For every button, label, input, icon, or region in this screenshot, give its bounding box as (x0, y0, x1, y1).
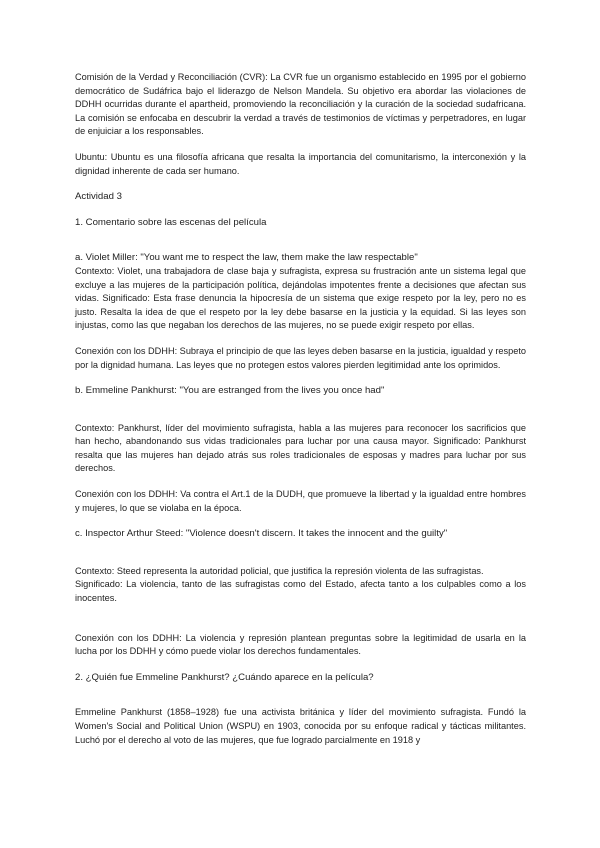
ubuntu-paragraph: Ubuntu: Ubuntu es una filosofía africana que resalta la importancia del comunitarismo, la interconexión y la dignidad inherente de cada ser humano. (75, 151, 526, 176)
quote-c-meaning-line: Significado: La violencia, tanto de las sufragistas como del Estado, afecta tanto a los culpables como a los inocentes. (75, 579, 526, 604)
quote-b-context: Contexto: Pankhurst, líder del movimiento sufragista, habla a las mujeres para reconocer los sacrificios que han hecho, abandonando sus vidas tradicionales para luchar por una causa mayor. Significado: Pankhurst resalta que las mujeres han dejado atrás sus roles tradicionales de esposas y madres para luchar por sus derechos. (75, 422, 526, 474)
quote-a-context: Contexto: Violet, una trabajadora de clase baja y sufragista, expresa su frustración ante un sistema legal que excluye a las mujeres de la participación política, dejándolas impotentes frente a decisiones que afectan sus vidas. Significado: Esta frase denuncia la hipocresía de un sistema que exige respeto por la ley, pero no es justo. Resalta la idea de que el respeto por la ley debe basarse en la justicia y la equidad. Si las leyes son injustas, como las que negaban los derechos de las mujeres, no se puede exigir respeto por ellas. (75, 265, 526, 331)
quote-a: a. Violet Miller: "You want me to respect the law, them make the law respectable" (75, 252, 418, 264)
quote-c-ddhh: Conexión con los DDHH: La violencia y represión plantean preguntas sobre la legitimidad de usarla en la lucha por los DDHH y cómo puede violar los derechos fundamentales. (75, 632, 526, 657)
quote-c-context (75, 565, 526, 606)
quote-b: b. Emmeline Pankhurst: "You are estranged from the lives you once had" (75, 385, 385, 397)
quote-a-ddhh: Conexión con los DDHH: Subraya el principio de que las leyes deben basarse en la justicia, igualdad y respeto por la dignidad humana. Las leyes que no protegen estos valores pierden legitimidad ante los oprimidos. (75, 345, 526, 370)
question-2-answer: Emmeline Pankhurst (1858–1928) fue una activista británica y líder del movimiento sufragista. Fundó la Women's Social and Political Union (WSPU) en 1903, conocida por su enfoque radical y tácticas militantes. Luchó por el derecho al voto de las mujeres, que fue logrado parcialmente en 1918 y (75, 707, 526, 745)
question-1-title: 1. Comentario sobre las escenas del película (75, 216, 267, 228)
quote-b-ddhh: Conexión con los DDHH: Va contra el Art.1 de la DUDH, que promueve la libertad y la igualdad entre hombres y mujeres, lo que se violaba en la época. (75, 489, 526, 513)
quote-c-context-line: Contexto: Steed representa la autoridad policial, que justifica la represión violenta de las sufragistas. (75, 565, 484, 576)
quote-c: c. Inspector Arthur Steed: "Violence doesn't discern. It takes the innocent and the guilty" (75, 528, 448, 540)
document-page (75, 71, 526, 747)
question-2-title: 2. ¿Quién fue Emmeline Pankhurst? ¿Cuándo aparece en la película? (75, 671, 374, 683)
cvr-paragraph: Comisión de la Verdad y Reconciliación (CVR): La CVR fue un organismo establecido en 1995 por el gobierno democrático de Sudáfrica bajo el liderazgo de Nelson Mandela. Su objetivo era abordar las violaciones de DDHH ocurridas durante el apartheid, promoviendo la reconciliación y la curación de la sociedad sudafricana. La comisión se enfocaba en descubrir la verdad a través de testimonios de víctimas y perpetradores, en lugar de enjuiciar a los responsables. (75, 72, 526, 137)
activity-title: Actividad 3 (75, 191, 122, 203)
